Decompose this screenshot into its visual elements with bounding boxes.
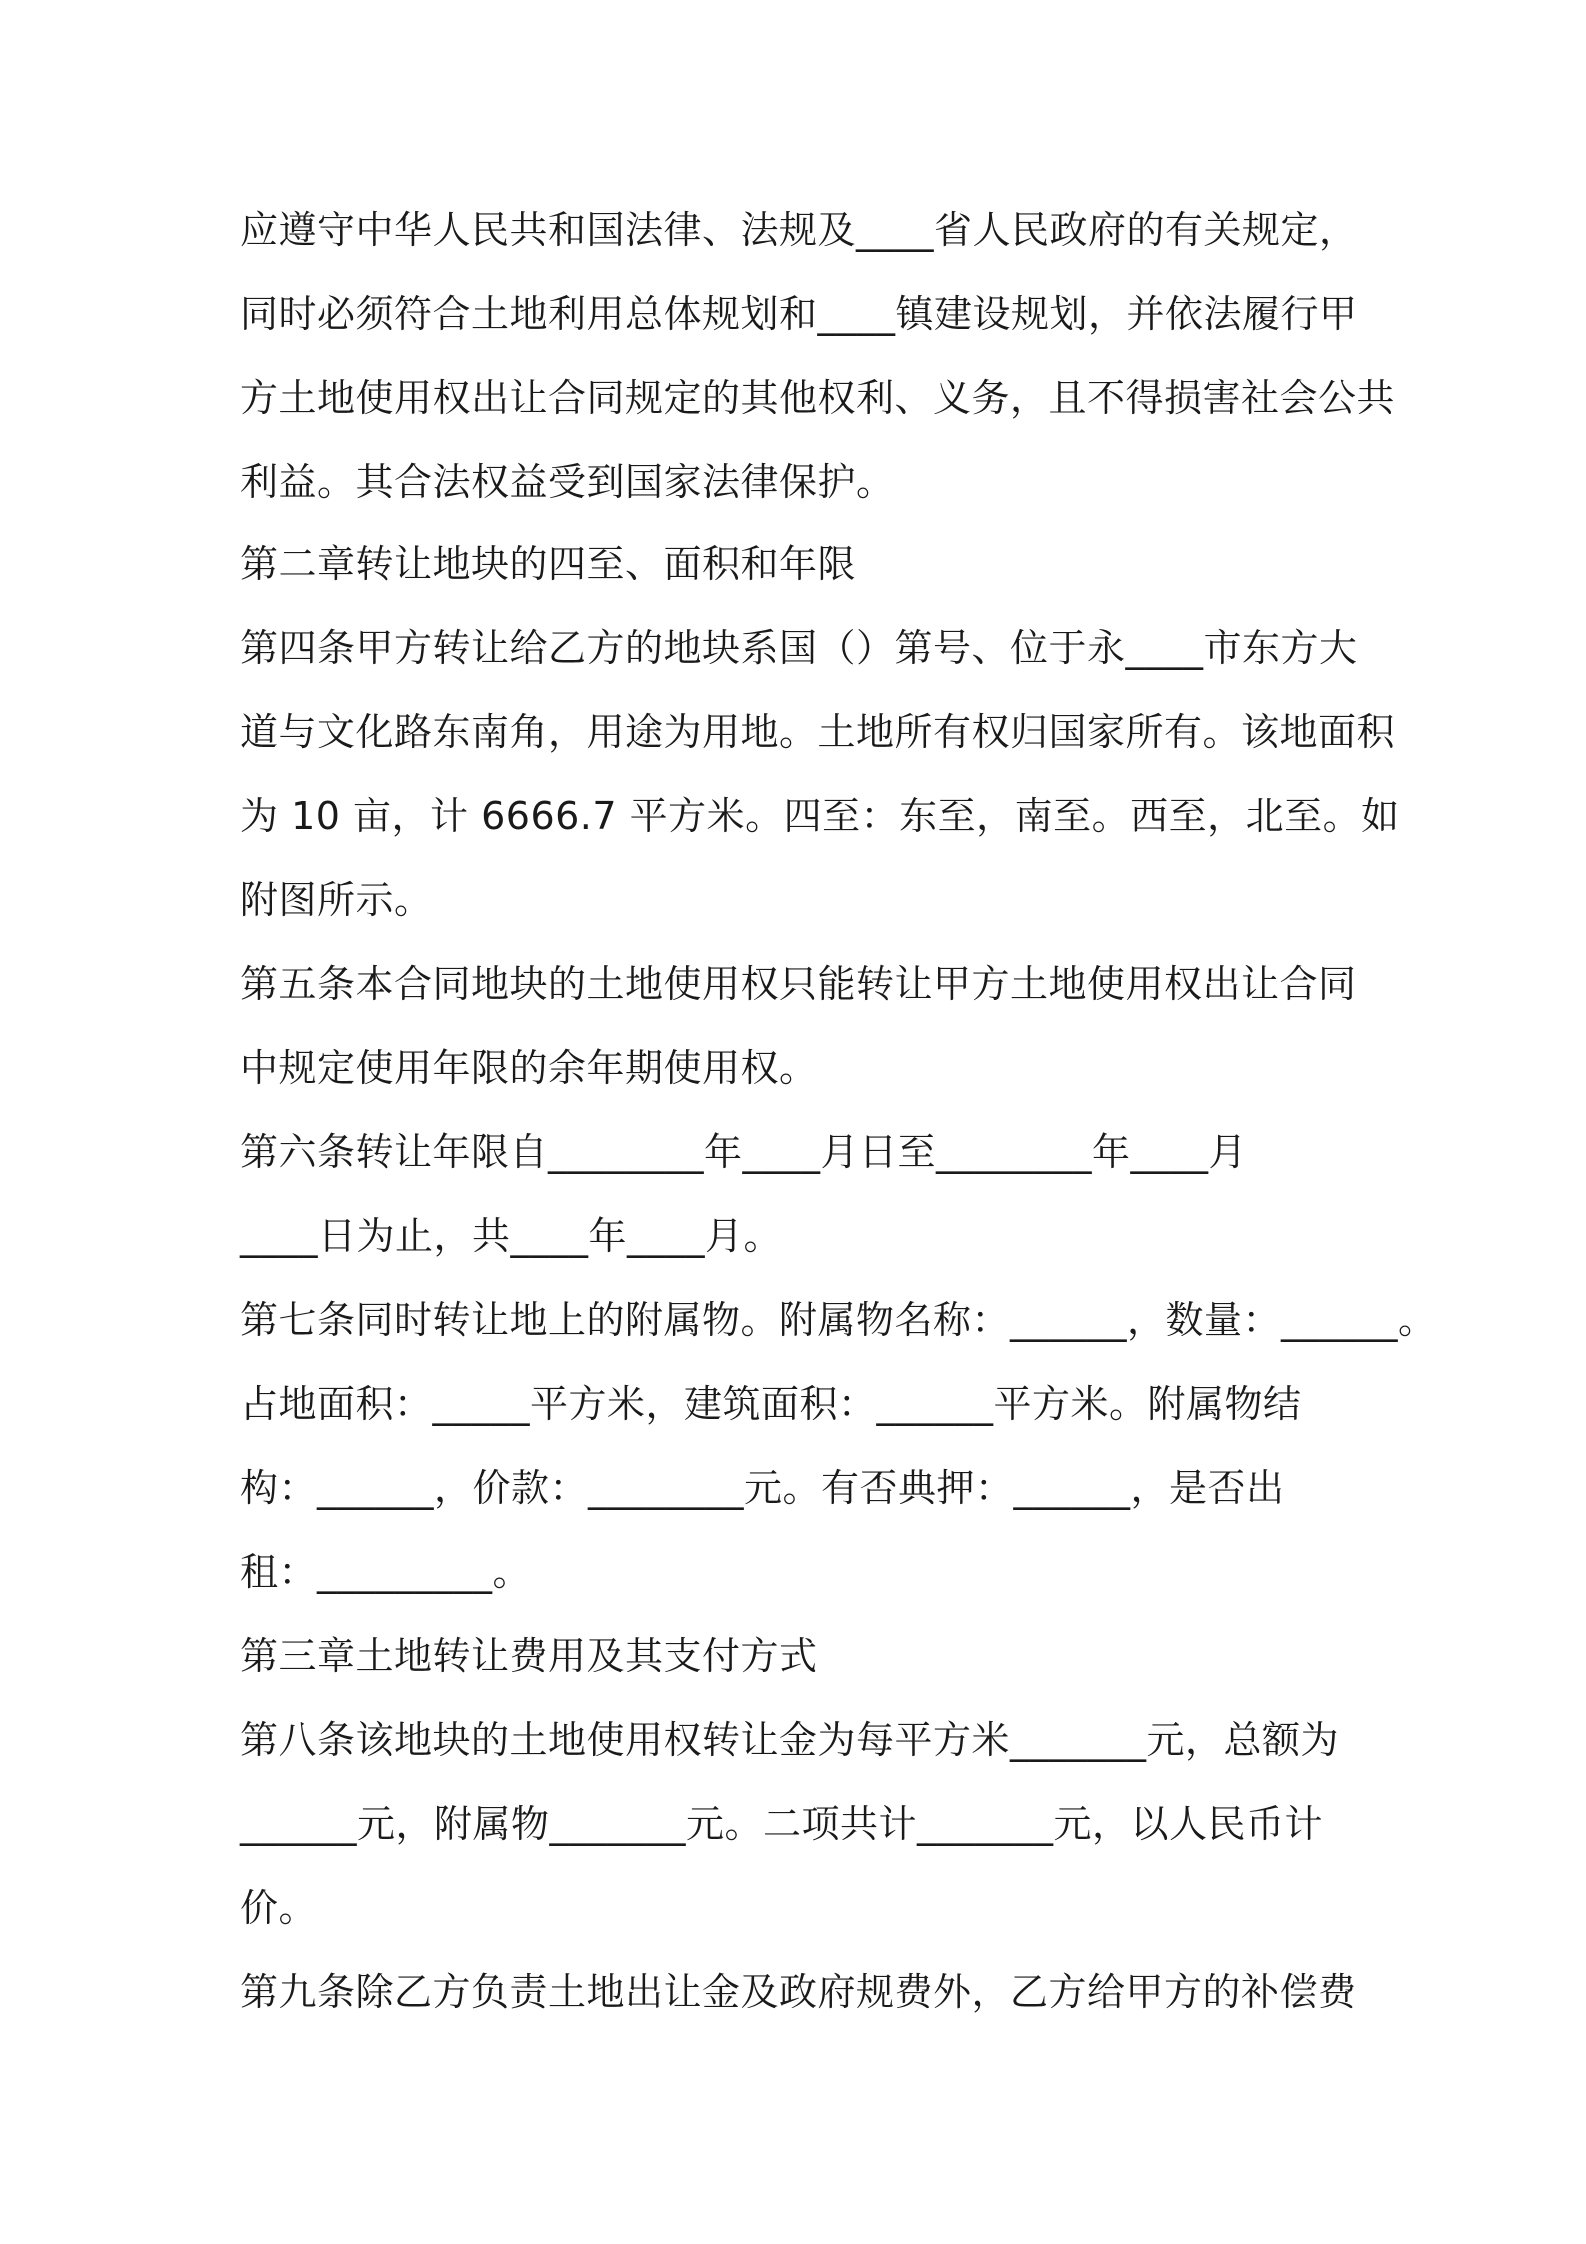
text-line: 构：______，价款：________元。有否典押：______，是否出	[240, 1466, 1285, 1510]
text-line: 应遵守中华人民共和国法律、法规及____省人民政府的有关规定，	[240, 208, 1358, 252]
text-line: 道与文化路东南角，用途为用地。土地所有权归国家所有。该地面积	[240, 710, 1396, 754]
text-line: 租：_________。	[240, 1550, 532, 1594]
text-line: 为 10 亩，计 6666.7 平方米。四至：东至，南至。西至，北至。如	[240, 794, 1400, 838]
text-line: 第九条除乙方负责土地出让金及政府规费外，乙方给甲方的补偿费	[240, 1970, 1357, 2014]
text-line: 方土地使用权出让合同规定的其他权利、义务，且不得损害社会公共	[240, 376, 1396, 420]
text-line: 同时必须符合土地利用总体规划和____镇建设规划，并依法履行甲	[240, 292, 1358, 336]
text-line: ______元，附属物_______元。二项共计_______元，以人民币计	[240, 1802, 1324, 1846]
chapter-heading: 第三章土地转让费用及其支付方式	[240, 1634, 818, 1678]
text-line: 第六条转让年限自________年____月日至________年____月	[240, 1130, 1248, 1174]
text-line: 价。	[240, 1886, 318, 1930]
chapter-heading: 第二章转让地块的四至、面积和年限	[240, 542, 857, 586]
text-line: 第七条同时转让地上的附属物。附属物名称：______，数量：______。	[240, 1298, 1437, 1342]
text-line: 第四条甲方转让给乙方的地块系国（）第号、位于永____市东方大	[240, 626, 1358, 670]
text-line: ____日为止，共____年____月。	[240, 1214, 783, 1258]
text-line: 中规定使用年限的余年期使用权。	[240, 1046, 818, 1090]
text-line: 第五条本合同地块的土地使用权只能转让甲方土地使用权出让合同	[240, 962, 1357, 1006]
text-line: 占地面积：_____平方米，建筑面积：______平方米。附属物结	[240, 1382, 1302, 1426]
text-line: 利益。其合法权益受到国家法律保护。	[240, 460, 895, 504]
text-line: 第八条该地块的土地使用权转让金为每平方米_______元，总额为	[240, 1718, 1340, 1762]
text-line: 附图所示。	[240, 878, 433, 922]
